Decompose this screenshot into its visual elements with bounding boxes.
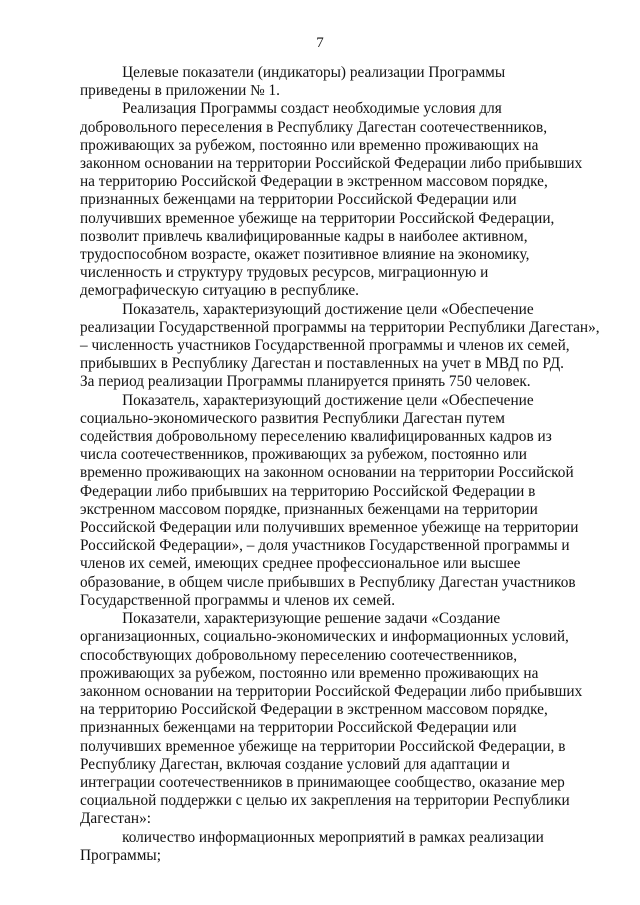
- text-line: экстренном массовом порядке, признанных беженцами на территории: [80, 500, 538, 518]
- text-line: За период реализации Программы планируется принять 750 человек.: [80, 373, 531, 391]
- text-line: социально-экономического развития Республики Дагестан путем: [80, 409, 505, 427]
- text-line: приведены в приложении № 1.: [80, 82, 281, 100]
- paragraph-indicator-goal-program: [80, 300, 600, 392]
- paragraph-indicator-goal-development: [80, 391, 579, 610]
- text-line: содействия добровольному переселению квалифицированных кадров из: [80, 428, 552, 446]
- text-line: демографическую ситуацию в республике.: [80, 282, 359, 300]
- body-text: [80, 64, 600, 865]
- text-line: временно проживающих на законном основании на территории Российской: [80, 464, 574, 482]
- text-line: признанных беженцами на территории Российской Федерации или: [80, 191, 517, 209]
- text-line: Российской Федерации или получивших временное убежище на территории: [80, 519, 579, 537]
- text-line: проживающих за рубежом, постоянно или временно проживающих на: [80, 136, 539, 154]
- text-line: Российской Федерации», – доля участников Государственной программы и: [80, 537, 570, 555]
- text-line: позволит привлечь квалифицированные кадры в наиболее активном,: [80, 227, 528, 245]
- text-line: образование, в общем числе прибывших в Республику Дагестан участников: [80, 573, 576, 591]
- text-line: Показатели, характеризующие решение задачи «Создание: [80, 610, 501, 628]
- text-line: Реализация Программы создаст необходимые условия для: [80, 100, 502, 118]
- text-line: получивших временное убежище на территории Российской Федерации, в: [80, 737, 566, 755]
- text-line: признанных беженцами на территории Российской Федерации или: [80, 719, 517, 737]
- text-line: Дагестан»:: [80, 810, 152, 828]
- text-line: добровольного переселения в Республику Дагестан соотечественников,: [80, 118, 548, 136]
- text-line: численность и структуру трудовых ресурсов, миграционную и: [80, 264, 489, 282]
- paragraph-program-implementation: [80, 100, 583, 300]
- text-line: прибывших в Республику Дагестан и поставленных на учет в МВД по РД.: [80, 355, 565, 373]
- text-line: Целевые показатели (индикаторы) реализации Программы: [80, 64, 506, 81]
- text-line: социальной поддержки с целью их закрепления на территории Республики: [80, 792, 570, 810]
- text-line: трудоспособном возрасте, окажет позитивное влияние на экономику,: [80, 246, 530, 264]
- page-number: 7: [316, 35, 324, 51]
- text-line: законном основании на территории Российской Федерации либо прибывших: [80, 682, 583, 700]
- text-line: на территорию Российской Федерации в экстренном массовом порядке,: [80, 701, 548, 719]
- text-line: числа соотечественников, проживающих за рубежом, постоянно или: [80, 446, 527, 464]
- text-line: членов их семей, имеющих среднее профессиональное или высшее: [80, 555, 521, 573]
- paragraph-indicators-task: [80, 610, 583, 828]
- text-line: способствующих добровольному переселению соотечественников,: [80, 646, 518, 664]
- text-line: организационных, социально-экономических и информационных условий,: [80, 628, 569, 646]
- text-line: Республику Дагестан, включая создание условий для адаптации и: [80, 755, 510, 773]
- text-line: – численность участников Государственной программы и членов их семей,: [80, 337, 570, 355]
- text-line: проживающих за рубежом, постоянно или временно проживающих на: [80, 664, 539, 682]
- text-line: количество информационных мероприятий в рамках реализации: [80, 828, 544, 846]
- text-line: Программы;: [80, 846, 161, 864]
- text-line: Показатель, характеризующий достижение цели «Обеспечение: [80, 300, 534, 318]
- text-line: получивших временное убежище на территории Российской Федерации,: [80, 209, 555, 227]
- paragraph-target-indicators: [80, 64, 573, 100]
- paragraph-info-events: [80, 829, 573, 865]
- text-line: реализации Государственной программы на территории Республики Дагестан»,: [80, 318, 600, 336]
- text-line: Показатель, характеризующий достижение цели «Обеспечение: [80, 391, 534, 409]
- text-line: Федерации либо прибывших на территорию Российской Федерации в: [80, 482, 536, 500]
- text-line: интеграции соотечественников в принимающее сообщество, оказание мер: [80, 773, 565, 791]
- text-line: Государственной программы и членов их семей.: [80, 591, 396, 609]
- text-line: на территорию Российской Федерации в экстренном массовом порядке,: [80, 173, 548, 191]
- text-line: законном основании на территории Российской Федерации либо прибывших: [80, 155, 583, 173]
